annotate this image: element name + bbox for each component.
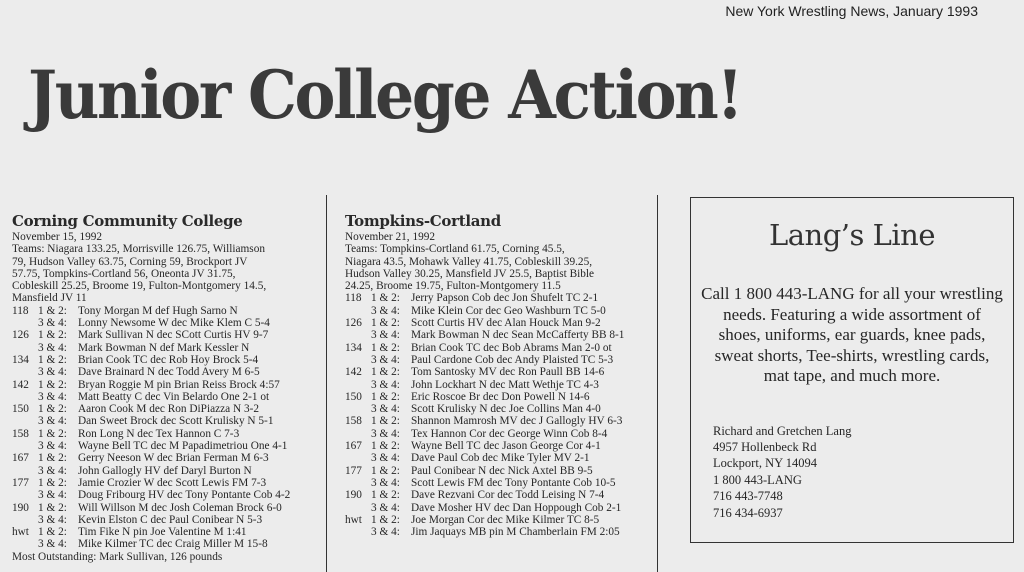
placement: 3 & 4: [371, 501, 400, 514]
match-result: Gerry Neeson W dec Brian Ferman M 6-3 [78, 452, 269, 465]
placement: 1 & 2: [38, 403, 67, 416]
placement: 1 & 2: [38, 526, 67, 539]
placement: 3 & 4: [38, 317, 67, 330]
column-divider [326, 195, 327, 572]
results-list [345, 292, 650, 538]
placement: 1 & 2: [371, 440, 400, 453]
weight-class [12, 538, 38, 550]
result-row [12, 366, 322, 378]
match-result: Mark Sullivan N dec SCott Curtis HV 9-7 [78, 329, 269, 342]
result-row [12, 428, 322, 440]
placement: 1 & 2: [38, 501, 67, 514]
weight-class [12, 465, 38, 477]
result-row [345, 366, 650, 378]
placement: 3 & 4: [371, 452, 400, 465]
match-result: Will Willson M dec Josh Coleman Brock 6-0 [78, 501, 282, 514]
placement: 3 & 4: [38, 341, 67, 354]
weight-class [345, 502, 371, 514]
weight-class [12, 514, 38, 526]
result-row [12, 305, 322, 317]
team-scores-line: Mansfield JV 11 [12, 292, 87, 305]
match-result: Jamie Crozier W dec Scott Lewis FM 7-3 [78, 476, 267, 489]
result-row [345, 428, 650, 440]
match-result: John Gallogly HV def Daryl Burton N [78, 464, 252, 477]
match-result: Jerry Papson Cob dec Jon Shufelt TC 2-1 [411, 292, 599, 305]
weight-class [345, 305, 371, 317]
result-row [12, 452, 322, 464]
placement: 1 & 2: [38, 476, 67, 489]
match-result: Tim Fike N pin Joe Valentine M 1:41 [78, 526, 247, 539]
match-result: Tom Santosky MV dec Ron Paull BB 14-6 [411, 366, 605, 379]
weight-class: 126 [12, 329, 29, 342]
column-divider [657, 195, 658, 572]
match-result: John Lockhart N dec Matt Wethje TC 4-3 [411, 378, 599, 391]
weight-class [345, 452, 371, 464]
tournament-corning [12, 212, 322, 563]
placement: 1 & 2: [38, 329, 67, 342]
match-result: Dave Brainard N dec Todd Avery M 6-5 [78, 366, 260, 379]
tournament-date: November 15, 1992 [12, 231, 103, 243]
match-result: Brian Cook TC dec Bob Abrams Man 2-0 ot [411, 341, 612, 354]
result-row [345, 415, 650, 427]
weight-class: 118 [345, 292, 362, 305]
ad-body: Call 1 800 443-LANG for all your wrestling needs. Featuring a wide assortment of shoes, uniforms, ear guards, knee pads, sweat shorts, Tee-shirts, wrestling cards, mat tape, and much more. [701, 284, 1003, 385]
tournament-title: Tompkins-Cortland [345, 212, 501, 230]
match-result: Tony Morgan M def Hugh Sarno N [78, 304, 238, 317]
match-result: Scott Lewis FM dec Tony Pontante Cob 10-5 [411, 476, 616, 489]
result-row [12, 391, 322, 403]
contact-line: Lockport, NY 14094 [713, 456, 818, 471]
placement: 3 & 4: [38, 513, 67, 526]
result-row [12, 502, 322, 514]
placement: 3 & 4: [38, 390, 67, 403]
weight-class: 177 [12, 476, 29, 489]
weight-class [345, 526, 371, 538]
weight-class [345, 354, 371, 366]
placement: 3 & 4: [371, 427, 400, 440]
match-result: Dave Paul Cob dec Mike Tyler MV 2-1 [411, 452, 590, 465]
team-scores-line: 57.75, Tompkins-Cortland 56, Oneonta JV 31.75, [12, 267, 236, 280]
result-row [345, 403, 650, 415]
weight-class [345, 477, 371, 489]
match-result: Kevin Elston C dec Paul Conibear N 5-3 [78, 513, 263, 526]
match-result: Dan Sweet Brock dec Scott Krulisky N 5-1 [78, 415, 274, 428]
weight-class: 134 [345, 341, 362, 354]
weight-class: 150 [345, 390, 362, 403]
weight-class: 126 [345, 317, 362, 330]
result-row [345, 305, 650, 317]
weight-class [345, 403, 371, 415]
weight-class: 118 [12, 304, 29, 317]
masthead: New York Wrestling News, January 1993 [725, 3, 978, 19]
weight-class: 167 [345, 440, 362, 453]
placement: 1 & 2: [38, 452, 67, 465]
weight-class: 134 [12, 353, 29, 366]
placement: 3 & 4: [371, 526, 400, 539]
team-scores-line: Teams: Niagara 133.25, Morrisville 126.75, Williamson [12, 243, 265, 256]
weight-class [12, 366, 38, 378]
langs-line-ad [690, 197, 1014, 543]
placement: 3 & 4: [38, 464, 67, 477]
weight-class [12, 440, 38, 452]
weight-class [345, 329, 371, 341]
placement: 3 & 4: [38, 366, 67, 379]
tournament-tompkins-cortland [345, 212, 650, 538]
weight-class: 167 [12, 452, 29, 465]
placement: 1 & 2: [371, 489, 400, 502]
result-row [345, 502, 650, 514]
result-row [345, 440, 650, 452]
weight-class: 158 [345, 415, 362, 428]
team-scores-line: 24.25, Broome 19.75, Fulton-Montgomery 11.5 [345, 280, 561, 293]
weight-class [12, 415, 38, 427]
team-scores [12, 243, 322, 304]
result-row [12, 514, 322, 526]
team-scores-line: Hudson Valley 30.25, Mansfield JV 25.5, Baptist Bible [345, 267, 595, 280]
result-row [12, 477, 322, 489]
placement: 3 & 4: [371, 403, 400, 416]
weight-class [12, 342, 38, 354]
weight-class: 158 [12, 427, 29, 440]
match-result: Doug Fribourg HV dec Tony Pontante Cob 4-2 [78, 489, 291, 502]
weight-class: 142 [345, 366, 362, 379]
result-row [345, 514, 650, 526]
result-row [345, 465, 650, 477]
weight-class: 142 [12, 378, 29, 391]
contact-line: 1 800 443-LANG [713, 472, 802, 487]
match-result: Paul Conibear N dec Nick Axtel BB 9-5 [411, 464, 593, 477]
result-row [345, 489, 650, 501]
result-row [12, 403, 322, 415]
placement: 1 & 2: [371, 390, 400, 403]
result-row [12, 538, 322, 550]
weight-class [345, 379, 371, 391]
match-result: Wayne Bell TC dec M Papadimetriou One 4-1 [78, 440, 288, 453]
match-result: Mike Kilmer TC dec Craig Miller M 15-8 [78, 538, 268, 551]
placement: 3 & 4: [38, 489, 67, 502]
result-row [12, 489, 322, 501]
weight-class: 150 [12, 403, 29, 416]
match-result: Jim Jaquays MB pin M Chamberlain FM 2:05 [411, 526, 620, 539]
team-scores [345, 243, 650, 292]
result-row [12, 354, 322, 366]
weight-class: 190 [345, 489, 362, 502]
placement: 1 & 2: [38, 304, 67, 317]
weight-class: hwt [345, 513, 362, 526]
weight-class: hwt [12, 526, 29, 539]
results-list [12, 305, 322, 551]
result-row [345, 391, 650, 403]
result-row [345, 452, 650, 464]
match-result: Paul Cardone Cob dec Andy Plaisted TC 5-3 [411, 353, 614, 366]
placement: 1 & 2: [371, 341, 400, 354]
team-scores-line: 79, Hudson Valley 63.75, Corning 59, Brockport JV [12, 255, 248, 268]
headline: Junior College Action! [28, 56, 742, 134]
team-scores-line: Cobleskill 25.25, Broome 19, Fulton-Montgomery 14.5, [12, 280, 267, 293]
match-result: Scott Krulisky N dec Joe Collins Man 4-0 [411, 403, 601, 416]
match-result: Wayne Bell TC dec Jason George Cor 4-1 [411, 440, 601, 453]
weight-class: 177 [345, 464, 362, 477]
match-result: Bryan Roggie M pin Brian Reiss Brock 4:57 [78, 378, 280, 391]
result-row [12, 440, 322, 452]
placement: 3 & 4: [371, 353, 400, 366]
match-result: Ron Long N dec Tex Hannon C 7-3 [78, 427, 240, 440]
match-result: Mark Bowman N dec Sean McCafferty BB 8-1 [411, 329, 625, 342]
placement: 1 & 2: [371, 415, 400, 428]
team-scores-line: Niagara 43.5, Mohawk Valley 41.75, Cobleskill 39.25, [345, 255, 593, 268]
result-row [345, 342, 650, 354]
weight-class [12, 391, 38, 403]
result-row [12, 342, 322, 354]
result-row [345, 477, 650, 489]
weight-class [12, 317, 38, 329]
placement: 1 & 2: [371, 292, 400, 305]
result-row [12, 415, 322, 427]
placement: 3 & 4: [38, 538, 67, 551]
result-row [345, 292, 650, 304]
match-result: Shannon Mamrosh MV dec J Gallogly HV 6-3 [411, 415, 623, 428]
placement: 3 & 4: [371, 378, 400, 391]
contact-line: 716 443-7748 [713, 489, 783, 504]
placement: 1 & 2: [371, 317, 400, 330]
match-result: Scott Curtis HV dec Alan Houck Man 9-2 [411, 317, 601, 330]
match-result: Mike Klein Cor dec Geo Washburn TC 5-0 [411, 304, 606, 317]
result-row [345, 354, 650, 366]
ad-contact [713, 423, 1013, 521]
result-row [12, 317, 322, 329]
contact-line: 716 434-6937 [713, 505, 783, 520]
match-result: Lonny Newsome W dec Mike Klem C 5-4 [78, 317, 270, 330]
placement: 1 & 2: [371, 464, 400, 477]
result-row [12, 526, 322, 538]
match-result: Mark Bowman N def Mark Kessler N [78, 341, 250, 354]
match-result: Joe Morgan Cor dec Mike Kilmer TC 8-5 [411, 513, 600, 526]
match-result: Dave Mosher HV dec Dan Hoppough Cob 2-1 [411, 501, 622, 514]
match-result: Aaron Cook M dec Ron DiPiazza N 3-2 [78, 403, 260, 416]
result-row [345, 329, 650, 341]
result-row [345, 317, 650, 329]
placement: 3 & 4: [38, 415, 67, 428]
placement: 3 & 4: [371, 304, 400, 317]
placement: 1 & 2: [38, 353, 67, 366]
result-row [12, 465, 322, 477]
match-result: Matt Beatty C dec Vin Belardo One 2-1 ot [78, 390, 270, 403]
weight-class: 190 [12, 501, 29, 514]
placement: 3 & 4: [371, 476, 400, 489]
placement: 3 & 4: [371, 329, 400, 342]
placement: 3 & 4: [38, 440, 67, 453]
match-result: Tex Hannon Cor dec George Winn Cob 8-4 [411, 427, 608, 440]
contact-line: 4957 Hollenbeck Rd [713, 439, 817, 454]
weight-class [345, 428, 371, 440]
placement: 1 & 2: [371, 513, 400, 526]
result-row [12, 379, 322, 391]
tournament-date: November 21, 1992 [345, 231, 436, 243]
placement: 1 & 2: [38, 378, 67, 391]
placement: 1 & 2: [371, 366, 400, 379]
match-result: Eric Roscoe Br dec Don Powell N 14-6 [411, 390, 590, 403]
result-row [345, 526, 650, 538]
tournament-title: Corning Community College [12, 212, 243, 230]
ad-title: Lang’s Line [769, 218, 935, 252]
match-result: Brian Cook TC dec Rob Hoy Brock 5-4 [78, 353, 259, 366]
team-scores-line: Teams: Tompkins-Cortland 61.75, Corning 45.5, [345, 243, 565, 256]
weight-class [12, 489, 38, 501]
result-row [12, 329, 322, 341]
match-result: Dave Rezvani Cor dec Todd Leising N 7-4 [411, 489, 605, 502]
result-row [345, 379, 650, 391]
most-outstanding: Most Outstanding: Mark Sullivan, 126 pounds [12, 550, 223, 563]
contact-line: Richard and Gretchen Lang [713, 423, 852, 438]
placement: 1 & 2: [38, 427, 67, 440]
